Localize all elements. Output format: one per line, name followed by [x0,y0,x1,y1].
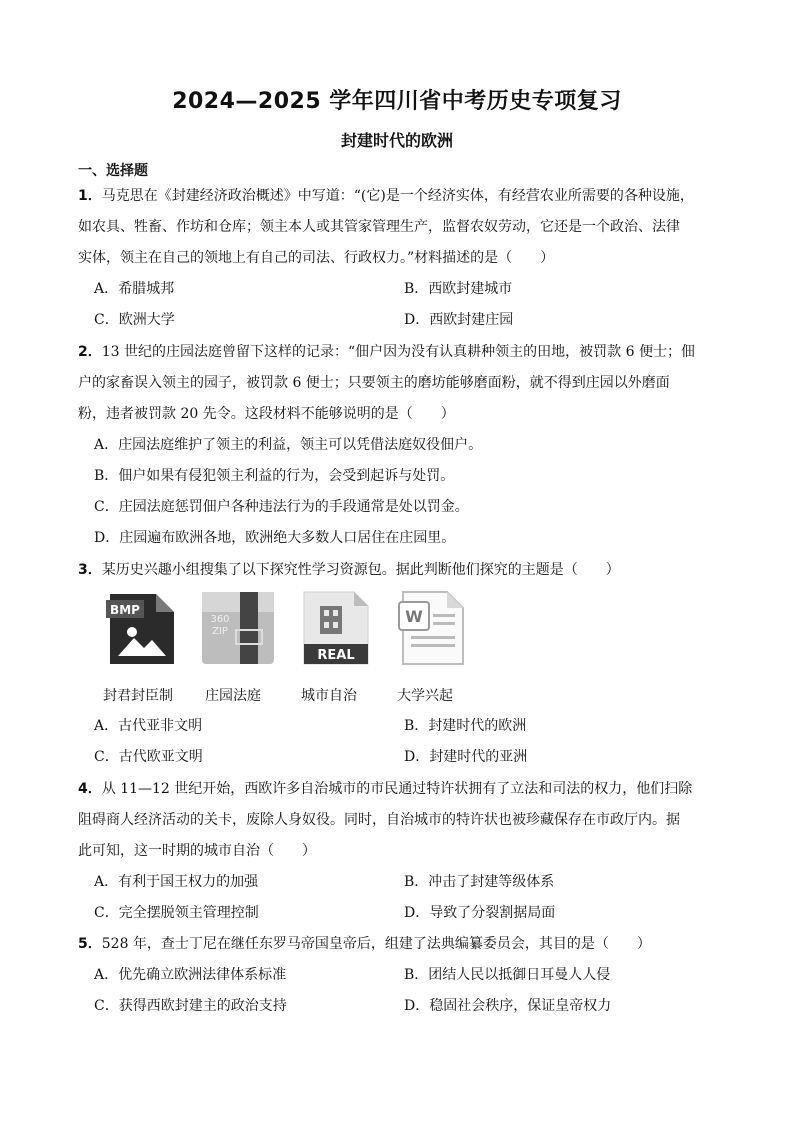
q2-option-c[interactable]: C．庄园法庭惩罚佃户各种违法行为的手段通常是处以罚金。 [94,499,469,515]
question-text: 528 年，查士丁尼在继任东罗马帝国皇帝后，组建了法典编纂委员会，其目的是（ ） [101,936,651,952]
question-number: 2． [78,344,102,360]
question-2-line-3: 粉，违者被罚款 20 先令。这段材料不能够说明的是（ ） [78,406,455,422]
zip-archive-icon [198,588,278,668]
real-label: REAL [317,648,355,663]
q4-option-a[interactable]: A．有利于国王权力的加强 [94,874,259,890]
question-number: 1． [78,188,102,204]
q1-option-d[interactable]: D．西欧封建庄园 [404,312,514,328]
real-media-icon [296,588,376,668]
page-title: 2024—2025 学年四川省中考历史专项复习 [172,89,622,114]
question-text: 从 11—12 世纪开始，西欧许多自治城市的市民通过特许状拥有了立法和司法的权力，他们扫除 [101,781,693,797]
question-number: 4． [78,781,102,797]
question-1-line-3: 实体，领主在自己的领地上有自己的司法、行政权力。”材料描述的是（ ） [78,250,555,266]
question-text: 马克思在《封建经济政治概述》中写道：“(它)是一个经济实体，有经营农业所需要的各种设施， [101,188,694,204]
question-2-line-2: 户的家畜误入领主的园子，被罚款 6 便士；只要领主的磨坊能够磨面粉，就不得到庄园以外磨面 [78,375,670,391]
bmp-file-icon [100,588,180,668]
question-3-line-1 [78,560,720,580]
q5-option-a[interactable]: A．优先确立欧洲法律体系标准 [94,967,287,983]
question-1-line-2: 如农具、牲畜、作坊和仓库；领主本人或其管家管理生产，监督农奴劳动，它还是一个政治、法律 [78,219,680,235]
q4-option-b[interactable]: B．冲击了封建等级体系 [404,874,555,890]
zip-label: 360 [210,614,230,625]
q5-option-b[interactable]: B．团结人民以抵御日耳曼人人侵 [404,967,611,983]
q4-option-d[interactable]: D．导致了分裂割据局面 [404,905,556,921]
q2-option-b[interactable]: B．佃户如果有侵犯领主利益的行为，会受到起诉与处罚。 [94,468,455,484]
word-label: W [405,607,423,626]
question-number: 5． [78,936,102,952]
page-subtitle: 封建时代的欧洲 [340,131,453,150]
question-1-line-1 [78,186,720,206]
question-5-line-1 [78,934,720,954]
caption-feudal-system: 封君封臣制 [103,688,173,704]
svg-text:ZIP: ZIP [212,626,228,637]
question-text: 某历史兴趣小组搜集了以下探究性学习资源包。据此判断他们探究的主题是（ ） [101,562,620,578]
word-document-icon [393,588,473,668]
q1-option-b[interactable]: B．西欧封建城市 [404,281,513,297]
caption-manor-court: 庄园法庭 [205,688,261,704]
question-number: 3． [78,562,102,578]
question-4-line-1 [78,779,720,799]
question-4-line-3: 此可知，这一时期的城市自治（ ） [78,843,316,859]
question-2-line-1 [78,342,720,362]
q2-option-d[interactable]: D．庄园遍布欧洲各地，欧洲绝大多数人口居住在庄园里。 [94,530,456,546]
q4-option-c[interactable]: C．完全摆脱领主管理控制 [94,905,259,921]
bmp-label: BMP [110,603,140,617]
question-text: 13 世纪的庄园法庭曾留下这样的记录：“佃户因为没有认真耕种领主的田地，被罚款 6 便士；佃 [101,344,695,360]
caption-city-autonomy: 城市自治 [301,688,357,704]
q5-option-c[interactable]: C．获得西欧封建主的政治支持 [94,998,287,1014]
q1-option-c[interactable]: C．欧洲大学 [94,312,175,328]
q1-option-a[interactable]: A．希腊城邦 [94,281,175,297]
section-heading: 一、选择题 [78,163,148,179]
q3-option-a[interactable]: A．古代亚非文明 [94,718,203,734]
caption-university-rise: 大学兴起 [397,688,453,704]
question-4-line-2: 阻碍商人经济活动的关卡，废除人身奴役。同时，自治城市的特许状也被珍藏保存在市政厅内。据 [78,812,680,828]
q3-option-d[interactable]: D．封建时代的亚洲 [404,749,528,765]
q3-option-c[interactable]: C．古代欧亚文明 [94,749,203,765]
q3-option-b[interactable]: B．封建时代的欧洲 [404,718,527,734]
q2-option-a[interactable]: A．庄园法庭维护了领主的利益，领主可以凭借法庭奴役佃户。 [94,437,483,453]
q5-option-d[interactable]: D．稳固社会秩序，保证皇帝权力 [404,998,612,1014]
